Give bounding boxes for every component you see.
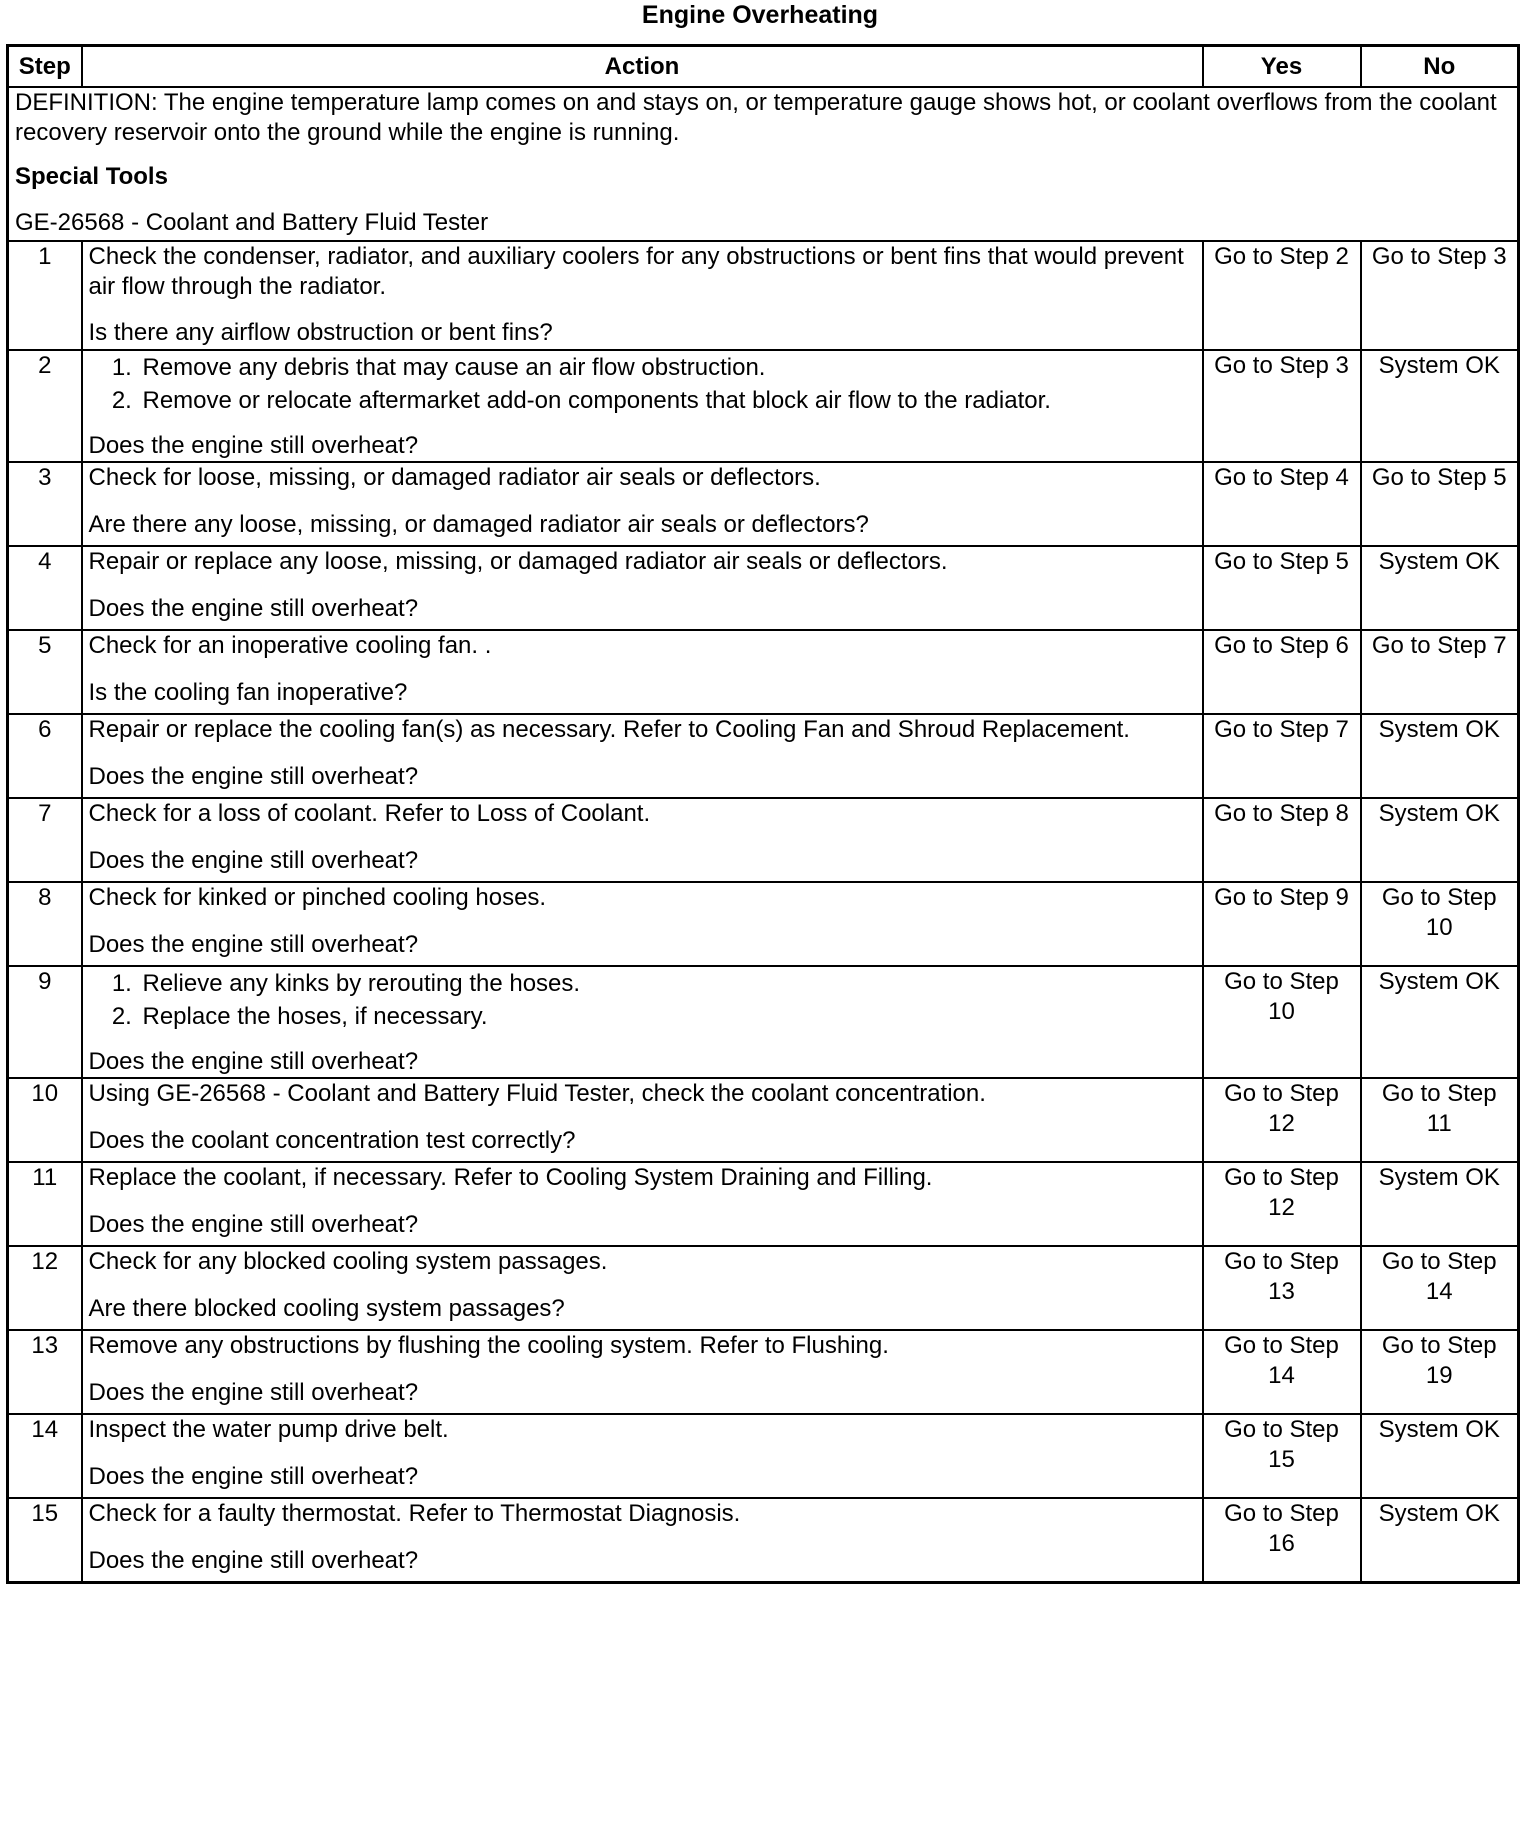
action-question: Does the engine still overheat?: [88, 1211, 419, 1238]
no-answer: Go to Step 7: [1361, 630, 1519, 714]
no-answer: System OK: [1361, 798, 1519, 882]
intro-cell: [8, 87, 1519, 241]
action-question: Are there any loose, missing, or damaged radiator air seals or deflectors?: [88, 511, 869, 538]
action-cell: [82, 1162, 1203, 1246]
action-list: [89, 351, 1196, 417]
no-answer: System OK: [1361, 1498, 1519, 1582]
yes-answer: Go to Step 3: [1203, 350, 1361, 462]
action-cell: [82, 350, 1203, 462]
table-row: [8, 241, 1519, 350]
action-cell: [82, 1078, 1203, 1162]
column-header-no: No: [1361, 46, 1519, 88]
intro-row: [8, 87, 1519, 241]
step-number: 8: [8, 882, 82, 966]
action-question: Does the engine still overheat?: [88, 1379, 419, 1406]
action-instruction: Using GE-26568 - Coolant and Battery Fluid Tester, check the coolant concentration.: [88, 1080, 986, 1107]
header-row: [8, 46, 1519, 88]
no-answer: System OK: [1361, 1162, 1519, 1246]
action-list-item: 2. Replace the hoses, if necessary.: [139, 1000, 1196, 1033]
no-answer: System OK: [1361, 546, 1519, 630]
action-question: Does the engine still overheat?: [88, 931, 419, 958]
definition-text: DEFINITION: The engine temperature lamp comes on and stays on, or temperature gauge shows hot, or coolant overflows from the coolant recovery reservoir onto the ground while the engine is running.: [15, 89, 1497, 146]
action-instruction: Check for loose, missing, or damaged radiator air seals or deflectors.: [88, 464, 821, 491]
no-answer: Go to Step 10: [1361, 882, 1519, 966]
yes-answer: Go to Step 15: [1203, 1414, 1361, 1498]
yes-answer: Go to Step 8: [1203, 798, 1361, 882]
action-list: [89, 967, 1196, 1033]
action-question: Is the cooling fan inoperative?: [88, 679, 408, 706]
action-list-item: 1. Remove any debris that may cause an air flow obstruction.: [139, 351, 1196, 384]
yes-answer: Go to Step 16: [1203, 1498, 1361, 1582]
no-answer: Go to Step 14: [1361, 1246, 1519, 1330]
step-number: 14: [8, 1414, 82, 1498]
no-answer: System OK: [1361, 1414, 1519, 1498]
no-answer: Go to Step 19: [1361, 1330, 1519, 1414]
step-number: 13: [8, 1330, 82, 1414]
action-question: Does the engine still overheat?: [88, 763, 419, 790]
step-number: 3: [8, 462, 82, 546]
action-instruction: Check the condenser, radiator, and auxiliary coolers for any obstructions or bent fins that would prevent air flow through the radiator.: [88, 243, 1184, 300]
no-answer: System OK: [1361, 350, 1519, 462]
special-tools-heading: Special Tools: [15, 163, 168, 190]
action-instruction: Inspect the water pump drive belt.: [88, 1416, 449, 1443]
action-instruction: Check for an inoperative cooling fan. .: [88, 632, 492, 659]
table-row: [8, 1246, 1519, 1330]
action-cell: [82, 798, 1203, 882]
action-question: Does the engine still overheat?: [88, 432, 419, 459]
step-number: 15: [8, 1498, 82, 1582]
action-list-item: 1. Relieve any kinks by rerouting the hoses.: [139, 967, 1196, 1000]
page-title: Engine Overheating: [641, 1, 879, 29]
action-instruction: Repair or replace the cooling fan(s) as necessary. Refer to Cooling Fan and Shroud Replacement.: [88, 716, 1130, 743]
action-cell: [82, 1498, 1203, 1582]
column-header-yes: Yes: [1203, 46, 1361, 88]
action-question: Is there any airflow obstruction or bent fins?: [88, 319, 553, 346]
column-header-step: Step: [8, 46, 82, 88]
action-instruction: Check for a loss of coolant. Refer to Loss of Coolant.: [88, 800, 651, 827]
action-question: Does the coolant concentration test correctly?: [88, 1127, 576, 1154]
step-number: 11: [8, 1162, 82, 1246]
table-row: [8, 1414, 1519, 1498]
no-answer: System OK: [1361, 714, 1519, 798]
yes-answer: Go to Step 2: [1203, 241, 1361, 350]
action-cell: [82, 1246, 1203, 1330]
yes-answer: Go to Step 4: [1203, 462, 1361, 546]
action-instruction: Replace the coolant, if necessary. Refer to Cooling System Draining and Filling.: [88, 1164, 933, 1191]
no-answer: Go to Step 5: [1361, 462, 1519, 546]
action-cell: [82, 714, 1203, 798]
action-instruction: Remove any obstructions by flushing the cooling system. Refer to Flushing.: [88, 1332, 889, 1359]
action-instruction: Repair or replace any loose, missing, or damaged radiator air seals or deflectors.: [88, 548, 948, 575]
table-row: [8, 1498, 1519, 1582]
action-instruction: Check for kinked or pinched cooling hoses.: [88, 884, 547, 911]
table-row: [8, 462, 1519, 546]
table-row: [8, 798, 1519, 882]
action-cell: [82, 882, 1203, 966]
action-question: Are there blocked cooling system passages?: [88, 1295, 565, 1322]
action-cell: [82, 462, 1203, 546]
no-answer: Go to Step 11: [1361, 1078, 1519, 1162]
yes-answer: Go to Step 6: [1203, 630, 1361, 714]
yes-answer: Go to Step 14: [1203, 1330, 1361, 1414]
table-row: [8, 630, 1519, 714]
yes-answer: Go to Step 10: [1203, 966, 1361, 1078]
action-instruction: Check for any blocked cooling system passages.: [88, 1248, 608, 1275]
table-row: [8, 350, 1519, 462]
diagnostic-table: [6, 44, 1520, 1584]
no-answer: System OK: [1361, 966, 1519, 1078]
no-answer: Go to Step 3: [1361, 241, 1519, 350]
action-cell: [82, 546, 1203, 630]
table-row: [8, 1078, 1519, 1162]
action-cell: [82, 1330, 1203, 1414]
action-question: Does the engine still overheat?: [88, 847, 419, 874]
yes-answer: Go to Step 13: [1203, 1246, 1361, 1330]
action-cell: [82, 1414, 1203, 1498]
action-question: Does the engine still overheat?: [88, 595, 419, 622]
action-question: Does the engine still overheat?: [88, 1547, 419, 1574]
step-number: 2: [8, 350, 82, 462]
step-number: 10: [8, 1078, 82, 1162]
action-list-item: 2. Remove or relocate aftermarket add-on components that block air flow to the radiator.: [139, 384, 1196, 417]
yes-answer: Go to Step 5: [1203, 546, 1361, 630]
table-row: [8, 1330, 1519, 1414]
step-number: 12: [8, 1246, 82, 1330]
table-row: [8, 546, 1519, 630]
action-question: Does the engine still overheat?: [88, 1048, 419, 1075]
yes-answer: Go to Step 7: [1203, 714, 1361, 798]
yes-answer: Go to Step 9: [1203, 882, 1361, 966]
table-row: [8, 1162, 1519, 1246]
action-cell: [82, 966, 1203, 1078]
yes-answer: Go to Step 12: [1203, 1162, 1361, 1246]
action-cell: [82, 630, 1203, 714]
action-cell: [82, 241, 1203, 350]
step-number: 5: [8, 630, 82, 714]
step-number: 4: [8, 546, 82, 630]
special-tool-item: GE-26568 - Coolant and Battery Fluid Tester: [15, 209, 489, 236]
column-header-action: Action: [82, 46, 1203, 88]
action-question: Does the engine still overheat?: [88, 1463, 419, 1490]
step-number: 7: [8, 798, 82, 882]
step-number: 6: [8, 714, 82, 798]
table-row: [8, 882, 1519, 966]
yes-answer: Go to Step 12: [1203, 1078, 1361, 1162]
step-number: 1: [8, 241, 82, 350]
action-instruction: Check for a faulty thermostat. Refer to Thermostat Diagnosis.: [88, 1500, 741, 1527]
table-row: [8, 966, 1519, 1078]
step-number: 9: [8, 966, 82, 1078]
table-row: [8, 714, 1519, 798]
